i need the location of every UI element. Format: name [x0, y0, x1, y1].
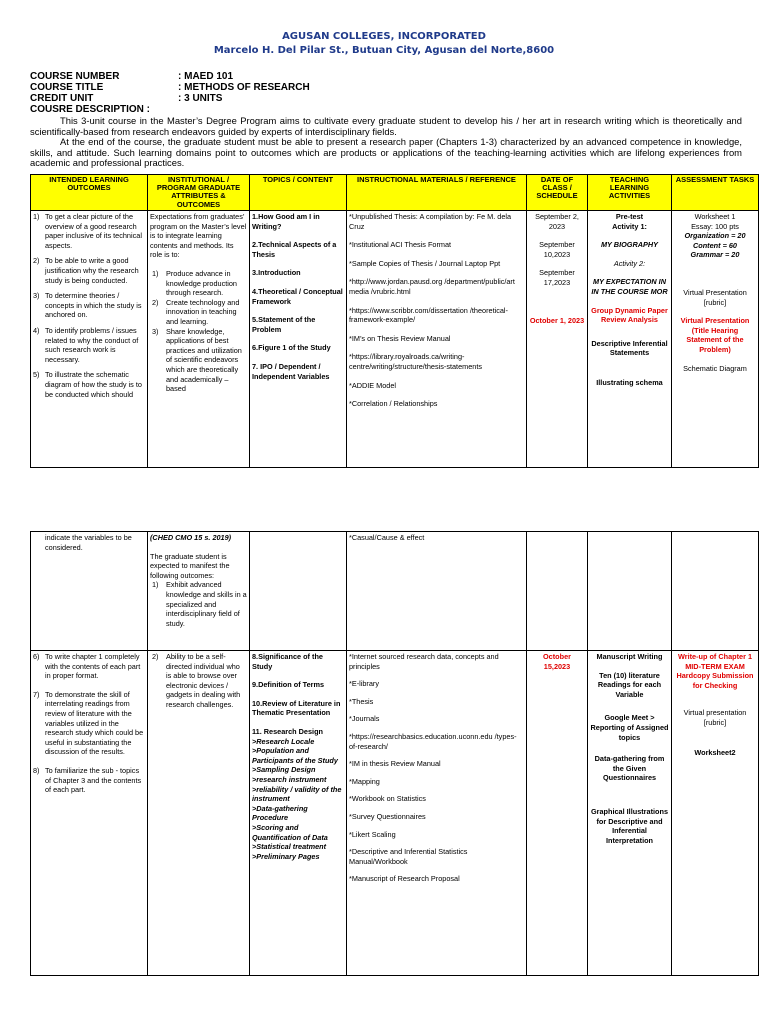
- list-item: 2) Ability to be a self-directed individual who is able to browse over electronic devices / gadgets in dealing with research challenges.: [152, 652, 241, 709]
- credit-unit-value: : 3 UNITS: [178, 93, 223, 104]
- header-materials: INSTRUCTIONAL MATERIALS / REFERENCE: [347, 175, 527, 211]
- list-item: 2) To be able to write a good justification why the research study is being conducted.: [33, 256, 139, 285]
- material-item: *http://www.jordan.pausd.org /department/public/art media /vrubric.html: [349, 277, 515, 296]
- descriptive-label: Descriptive Inferential Statements: [591, 338, 668, 358]
- topic-subitem: >Scoring and Quantification of Data: [252, 822, 328, 842]
- material-item: *Casual/Cause & effect: [349, 533, 425, 542]
- credit-unit-label: CREDIT UNIT: [30, 93, 94, 104]
- materials-cell-continued: [347, 532, 527, 651]
- header-institutional: INSTITUTIONAL / PROGRAM GRADUATE ATTRIBUTES & OUTCOMES: [148, 175, 250, 211]
- ilo-cell: [31, 211, 148, 468]
- tla-item: Graphical Illustrations for Descriptive and Inferential Interpretation: [590, 806, 669, 845]
- topic-item: 7. IPO / Dependent / Independent Variables: [252, 361, 330, 381]
- header-date: DATE OF CLASS / SCHEDULE: [527, 175, 588, 211]
- tla-item: Ten (10) literature Readings for each Variable: [597, 670, 662, 699]
- list-item: 6) To write chapter 1 completely with the contents of each part in proper format.: [33, 652, 141, 681]
- material-item: *https://library.royalroads.ca/writing-centre/writing/structure/thesis-statements: [349, 352, 483, 371]
- institutional-intro: Expectations from graduates’ program on the Master’s level is to integrate learning contents and methods. Its role is to:: [150, 212, 247, 260]
- hardcopy-label: Hardcopy Submission for Checking: [676, 671, 754, 690]
- course-number-value: : MAED 101: [178, 71, 234, 82]
- institutional-cell-continued: [148, 532, 250, 651]
- tla-item: Data-gathering from the Given Questionnaires: [594, 754, 665, 783]
- material-item: *Mapping: [349, 776, 380, 786]
- ched-reference: (CHED CMO 15 s. 2019): [150, 533, 232, 542]
- topic-item: 3.Introduction: [252, 268, 301, 278]
- list-item: 4) To identify problems / issues related to why the conduct of such research work is necessary.: [33, 325, 139, 364]
- ilo-cell-2: [31, 651, 148, 976]
- ilo-cell-continued: [31, 532, 148, 651]
- material-item: *Manuscript of Research Proposal: [349, 874, 460, 884]
- list-item: 3) To determine theories / concepts in which the study is anchored on.: [33, 291, 142, 320]
- list-item: 2) Create technology and innovation in teaching and learning.: [152, 297, 240, 326]
- topic-subitem: >Population and Participants of the Study: [252, 746, 338, 765]
- course-info: [30, 71, 310, 115]
- assessment-cell-empty: [672, 532, 759, 651]
- description-paragraph-1: This 3-unit course in the Master’s Degree Program aims to cultivate every graduate student to develop his / her art in research writing which is theoretically and scientifically-based from research endeavors guided by experts of interdisciplinary fields.: [30, 115, 742, 137]
- description-paragraph-2: At the end of the course, the graduate student must be able to present a research paper (Chapters 1-3) characterized by an advanced competence in knowledge, skills, and attitude. Such learning domains point to outcomes which are products or applications of the teaching-learning activities which are lifelong experiences from academic and professional practices.: [30, 136, 742, 169]
- topic-item: 1.How Good am I in Writing?: [252, 212, 320, 231]
- course-description-label: COUSRE DESCRIPTION :: [30, 104, 151, 115]
- materials-cell-2: [347, 651, 527, 976]
- schema-label: Illustrating schema: [596, 377, 663, 387]
- content-score: Content = 60: [693, 240, 737, 250]
- org-score: Organization = 20: [684, 231, 746, 241]
- topic-subitem: >Preliminary Pages: [252, 851, 320, 861]
- tla-item: Google Meet > Reporting of Assigned topics: [590, 713, 669, 742]
- pretest-label: Pre-test: [615, 212, 644, 221]
- material-item: *Descriptive and Inferential Statistics Manual/Workbook: [349, 847, 468, 866]
- midterm-label: MID-TERM EXAM: [685, 661, 745, 671]
- topic-subitem: >Statistical treatment: [252, 842, 327, 852]
- virtual-presentation-label: Virtual Presentation [rubric]: [683, 287, 747, 307]
- course-title-value: : METHODS OF RESEARCH: [178, 82, 310, 93]
- list-item: 1) To get a clear picture of the overview of a good research paper inclusive of its technical aspects.: [33, 212, 142, 250]
- course-number-label: COURSE NUMBER: [30, 71, 120, 82]
- institutional-cell-2: [148, 651, 250, 976]
- list-item: 1) Exhibit advanced knowledge and skills in a specialized and interdisciplinary field of study.: [152, 580, 247, 628]
- header-tla: TEACHING LEARNING ACTIVITIES: [588, 175, 672, 211]
- topics-cell: [250, 211, 347, 468]
- list-item: 3) Share knowledge, applications of best practices and utilization of scientific endeavors which are theoretically and academically –based: [152, 326, 242, 394]
- topic-subitem: >Research Locale: [252, 736, 315, 746]
- material-item: *Survey Questionnaires: [349, 811, 426, 821]
- topic-item: 2.Technical Aspects of a Thesis: [252, 240, 337, 259]
- course-title-label: COURSE TITLE: [30, 82, 104, 93]
- material-item: *E-library: [349, 679, 380, 689]
- activity2-label: Activity 2:: [613, 258, 646, 268]
- material-item: *Correlation / Relationships: [349, 399, 438, 409]
- material-item: *IM’s on Thesis Review Manual: [349, 333, 451, 343]
- list-item: 1) Produce advance in knowledge production through research.: [152, 268, 237, 298]
- worksheet2-label: Worksheet2: [694, 747, 736, 757]
- virtual-presentation-red: Virtual Presentation (Title Hearing Statement of the Problem): [680, 316, 750, 354]
- topic-subitem: >research instrument: [252, 774, 327, 784]
- topic-item: 8.Significance of the Study: [252, 652, 323, 671]
- expectation-label: MY EXPECTATION IN IN THE COURSE MOR: [591, 277, 668, 296]
- material-item: *https://www.scribbr.com/dissertation /theoretical-framework-example/: [349, 305, 508, 325]
- topics-cell-empty: [250, 532, 347, 651]
- material-item: *ADDIE Model: [349, 380, 397, 390]
- header-topics: TOPICS / CONTENT: [250, 175, 347, 211]
- course-description: [30, 116, 742, 169]
- schematic-label: Schematic Diagram: [683, 363, 747, 373]
- material-item: *Workbook on Statistics: [349, 794, 426, 804]
- tla-item: Manuscript Writing: [596, 652, 663, 661]
- material-item: *IM in thesis Review Manual: [349, 759, 441, 769]
- assessment-cell-2: [672, 651, 759, 976]
- group-dynamic-label: Group Dynamic Paper Review Analysis: [591, 305, 668, 325]
- material-item: *Internet sourced research data, concepts and principles: [349, 652, 499, 671]
- topic-subitem: >Data-gathering Procedure: [252, 803, 308, 823]
- date-item-highlight: October 15,2023: [543, 652, 571, 671]
- material-item: *Likert Scaling: [349, 829, 396, 839]
- writeup-label: Write-up of Chapter 1: [677, 652, 753, 661]
- assessment-cell: [672, 211, 759, 468]
- date-item: September 17,2023: [539, 268, 575, 287]
- date-cell-empty: [527, 532, 588, 651]
- topic-item: 10.Review of Literature in Thematic Presentation: [252, 698, 341, 718]
- topic-item: 6.Figure 1 of the Study: [252, 343, 331, 353]
- topic-item: 11. Research Design: [252, 726, 323, 736]
- date-cell: [527, 211, 588, 468]
- topic-item: 5.Statement of the Problem: [252, 315, 316, 334]
- tla-cell-2: [588, 651, 672, 976]
- date-item-highlight: October 1, 2023: [529, 315, 585, 325]
- material-item: *Thesis: [349, 696, 374, 706]
- syllabus-table-bottom: [30, 531, 759, 976]
- header-ilo: INTENDED LEARNING OUTCOMES: [31, 175, 148, 211]
- material-item: *Journals: [349, 714, 380, 724]
- activity1-label: Activity 1:: [612, 221, 647, 231]
- date-item: September 2, 2023: [535, 212, 579, 231]
- institution-address: Marcelo H. Del Pilar St., Butuan City, Agusan del Norte,8600: [213, 45, 555, 56]
- virtual-presentation-label: Virtual presentation [rubric]: [683, 708, 747, 727]
- list-item: 5) To illustrate the schematic diagram of how the study is to be conducted which should: [33, 370, 142, 399]
- material-item: *Institutional ACI Thesis Format: [349, 240, 452, 250]
- topic-item: 9.Definition of Terms: [252, 680, 325, 690]
- tla-cell: [588, 211, 672, 468]
- tla-cell-empty: [588, 532, 672, 651]
- essay-label: Essay: 100 pts: [691, 221, 739, 231]
- grammar-score: Grammar = 20: [690, 250, 740, 260]
- list-item: 7) To demonstrate the skill of interrelating readings from review of literature with the variables utilized in the research study which could be useful in substantiating the discussion of the results.: [33, 689, 144, 757]
- ilo-continuation: indicate the variables to be considered.: [45, 533, 132, 552]
- date-cell-2: [527, 651, 588, 976]
- topic-subitem: >Sampling Design: [252, 765, 316, 775]
- topics-cell-2: [250, 651, 347, 976]
- institutional-intro-2: The graduate student is expected to manifest the following outcomes:: [150, 551, 230, 580]
- material-item: *Sample Copies of Thesis / Journal Laptop Ppt: [349, 258, 501, 268]
- material-item: *https://researchbasics.education.uconn.edu /types-of-research/: [349, 731, 517, 751]
- topic-subitem: >reliability / validity of the instrument: [252, 784, 342, 804]
- header-assessment: ASSESSMENT TASKS: [672, 175, 759, 211]
- list-item: 8) To familiarize the sub - topics of Chapter 3 and the contents of each part.: [33, 765, 142, 795]
- institution-name: AGUSAN COLLEGES, INCORPORATED: [282, 31, 486, 42]
- institutional-cell: [148, 211, 250, 468]
- biography-label: MY BIOGRAPHY: [600, 240, 659, 250]
- syllabus-table-top: [30, 174, 759, 468]
- materials-cell: [347, 211, 527, 468]
- worksheet1-label: Worksheet 1: [694, 212, 736, 221]
- material-item: *Unpublished Thesis: A compilation by: Fe M. dela Cruz: [349, 212, 512, 231]
- topic-item: 4.Theoretical / Conceptual Framework: [252, 286, 343, 306]
- date-item: September 10,2023: [539, 240, 575, 259]
